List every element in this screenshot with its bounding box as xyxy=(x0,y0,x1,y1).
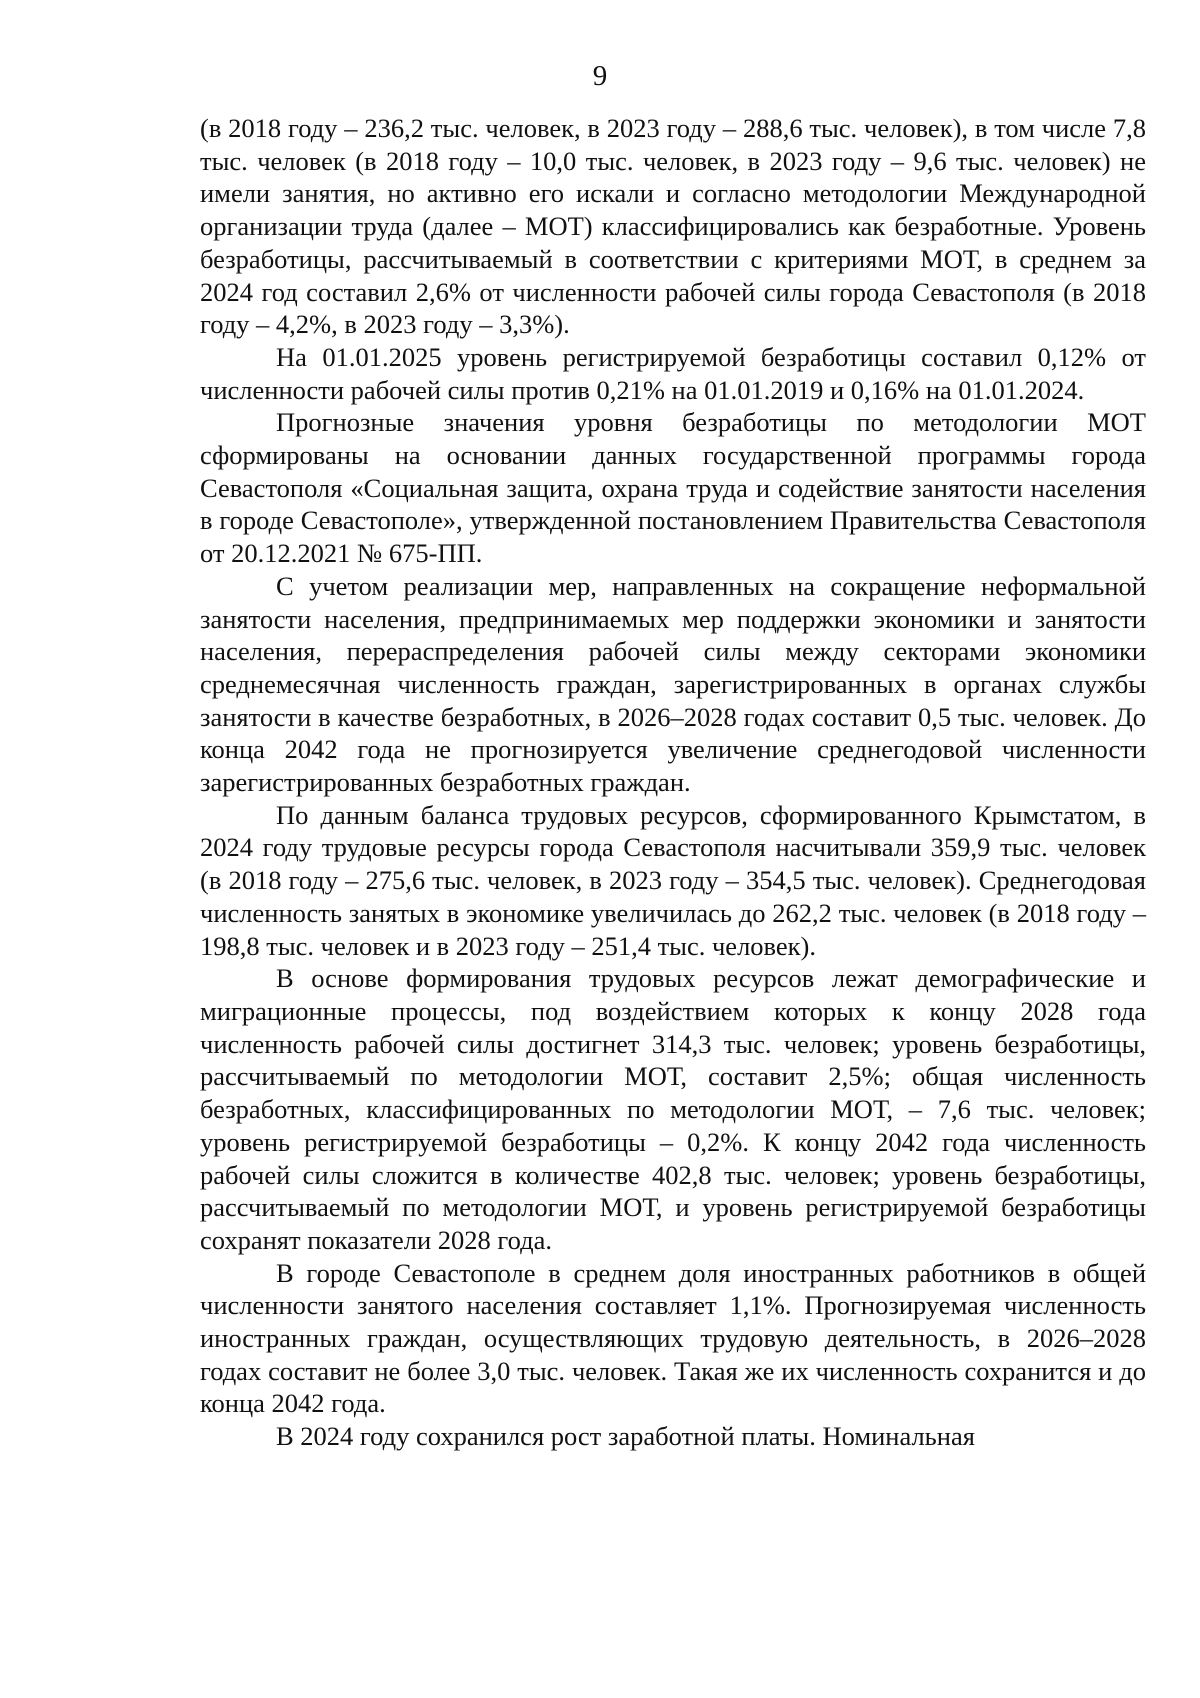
paragraph-registered-unemployment: На 01.01.2025 уровень регистрируемой безработицы составил 0,12% от численности рабочей силы против 0,21% на 01.01.2019 и 0,16% на 01.01.2024. xyxy=(200,341,1146,405)
paragraph-foreign-workers: В городе Севастополе в среднем доля иностранных работников в общей численности занятого населения составляет 1,1%. Прогнозируемая численность иностранных граждан, осуществляющих трудовую деятельность, в 2026–2028 годах составит не более 3,0 тыс. человек. Такая же их численность сохранится и до конца 2042 года. xyxy=(200,1257,1146,1419)
paragraph-demographic-processes: В основе формирования трудовых ресурсов лежат демографические и миграционные процессы, под воздействием которых к концу 2028 года численность рабочей силы достигнет 314,3 тыс. человек; уровень безработицы, рассчитываемый по методологии МОТ, составит 2,5%; общая численность безработных, классифицированных по методологии МОТ, – 7,6 тыс. человек; уровень регистрируемой безработицы – 0,2%. К концу 2042 года численность рабочей силы сложится в количестве 402,8 тыс. человек; уровень безработицы, рассчитываемый по методологии МОТ, и уровень регистрируемой безработицы сохранят показатели 2028 года. xyxy=(200,963,1146,1255)
paragraph-labour-resources-balance: По данным баланса трудовых ресурсов, сформированного Крымстатом, в 2024 году трудовые ресурсы города Севастополя насчитывали 359,9 тыс. человек (в 2018 году – 275,6 тыс. человек, в 2023 году – 354,5 тыс. человек). Среднегодовая численность занятых в экономике увеличилась до 262,2 тыс. человек (в 2018 году – 198,8 тыс. человек и в 2023 году – 251,4 тыс. человек). xyxy=(200,799,1146,961)
paragraph-unemployment-mot: (в 2018 году – 236,2 тыс. человек, в 2023 году – 288,6 тыс. человек), в том числе 7,8 тыс. человек (в 2018 году – 10,0 тыс. человек, в 2023 году – 9,6 тыс. человек) не имели занятия, но активно его искали и согласно методологии Международной организации труда (далее – МОТ) классифицировались как безработные. Уровень безработицы, рассчитываемый в соответствии с критериями МОТ, в среднем за 2024 год составил 2,6% от численности рабочей силы города Севастополя (в 2018 году – 4,2%, в 2023 году – 3,3%). xyxy=(200,113,1146,340)
paragraph-wage-growth: В 2024 году сохранился рост заработной платы. Номинальная xyxy=(276,1421,975,1452)
paragraph-informal-employment-measures: С учетом реализации мер, направленных на сокращение неформальной занятости населения, предпринимаемых мер поддержки экономики и занятости населения, перераспределения рабочей силы между секторами экономики среднемесячная численность граждан, зарегистрированных в органах службы занятости в качестве безработных, в 2026–2028 годах составит 0,5 тыс. человек. До конца 2042 года не прогнозируется увеличение среднегодовой численности зарегистрированных безработных граждан. xyxy=(200,570,1146,798)
document-body xyxy=(200,112,1146,1453)
page-number: 9 xyxy=(592,60,608,92)
paragraph-forecast-basis: Прогнозные значения уровня безработицы по методологии МОТ сформированы на основании данных государственной программы города Севастополя «Социальная защита, охрана труда и содействие занятости населения в городе Севастополе», утвержденной постановлением Правительства Севастополя от 20.12.2021 № 675-ПП. xyxy=(200,407,1146,569)
